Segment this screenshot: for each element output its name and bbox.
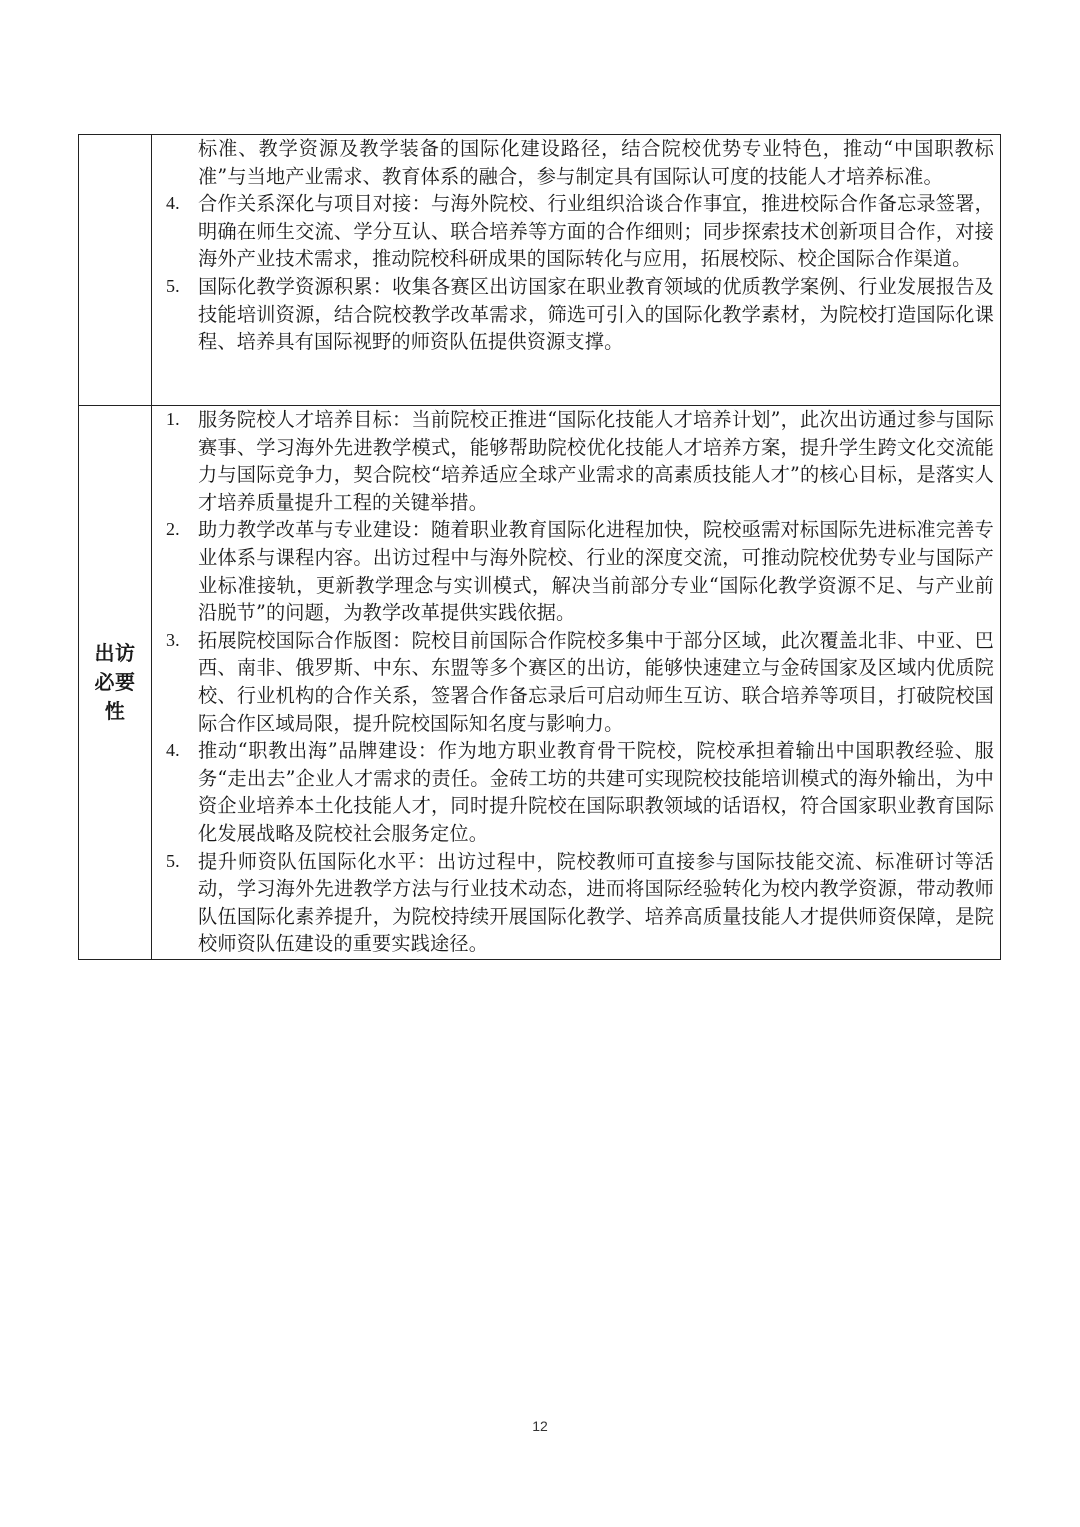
item-number: 1. [166,409,180,429]
content-table [78,134,1001,960]
table-row [79,135,1001,406]
page-number: 12 [532,1418,548,1434]
item-number: 2. [166,519,180,540]
item-text: 拓展院校国际合作版图：院校目前国际合作院校多集中于部分区域，此次覆盖北非、中亚、巴西、南非、俄罗斯、中东、东盟等多个赛区的出访，能够快速建立与金砖国家及区域内优质院校、行业机构的合作关系，签署合作备忘录后可启动师生互访、联合培养等项目，打破院校国际合作区域局限，提升院校国际知名度与影响力。 [198,628,994,735]
item-text: 提升师资队伍国际化水平：出访过程中，院校教师可直接参与国际技能交流、标准研讨等活动，学习海外先进教学方法与行业技术动态，进而将国际经验转化为校内教学资源，带动教师队伍国际化素养提升，为院校持续开展国际化教学、培养高质量技能人才提供师资保障，是院校师资队伍建设的重要实践途径。 [198,849,994,956]
item-text: 标准、教学资源及教学装备的国际化建设路径，结合院校优势专业特色，推动“中国职教标准”与当地产业需求、教育体系的融合，参与制定具有国际认可度的技能人才培养标准。 [198,137,994,188]
item-number: 5. [166,850,180,871]
row-label: 出访必要性 [94,640,136,723]
item-number: 4. [166,740,180,761]
item-text: 国际化教学资源积累：收集各赛区出访国家在职业教育领域的优质教学案例、行业发展报告及技能培训资源，结合院校教学改革需求，筛选可引入的国际化教学素材，为院校打造国际化课程、培养具有国际视野的师资队伍提供资源支撑。 [198,274,994,354]
list-item [160,627,994,737]
item-text: 合作关系深化与项目对接：与海外院校、行业组织洽谈合作事宜，推进校际合作备忘录签署，明确在师生交流、学分互认、联合培养等方面的合作细则；同步探索技术创新项目合作，对接海外产业技术需求，推动院校科研成果的国际转化与应用，拓展校际、校企国际合作渠道。 [198,192,994,271]
item-number: 4. [166,193,180,214]
row-content-cell [152,135,1001,406]
row-content-cell [152,406,1001,960]
row-label-cell [79,406,152,960]
table-row [79,406,1001,960]
list-item [160,737,994,847]
item-text: 助力教学改革与专业建设：随着职业教育国际化进程加快，院校亟需对标国际先进标准完善专业体系与课程内容。出访过程中与海外院校、行业的深度交流，可推动院校优势专业与国际产业标准接轨，更新教学理念与实训模式，解决当前部分专业“国际化教学资源不足、与产业前沿脱节”的问题，为教学改革提供实践依据。 [198,518,994,625]
list-item [160,848,994,958]
list-item [160,273,994,356]
list-item [160,406,994,516]
item-text: 推动“职教出海”品牌建设：作为地方职业教育骨干院校，院校承担着输出中国职教经验、服务“走出去”企业人才需求的责任。金砖工坊的共建可实现院校技能培训模式的海外输出，为中资企业培养本土化技能人才，同时提升院校在国际职教领域的话语权，符合国家职业教育国际化发展战略及院校社会服务定位。 [198,739,994,845]
row-label-cell [79,135,152,406]
list-item [160,190,994,273]
item-text: 服务院校人才培养目标：当前院校正推进“国际化技能人才培养计划”，此次出访通过参与国际赛事、学习海外先进教学模式，能够帮助院校优化技能人才培养方案，提升学生跨文化交流能力与国际竞争力，契合院校“培养适应全球产业需求的高素质技能人才”的核心目标，是落实人才培养质量提升工程的关键举措。 [198,408,994,514]
item-number: 3. [166,629,180,650]
list-item [160,516,994,626]
list-item [160,135,994,190]
item-number: 5. [166,275,180,296]
